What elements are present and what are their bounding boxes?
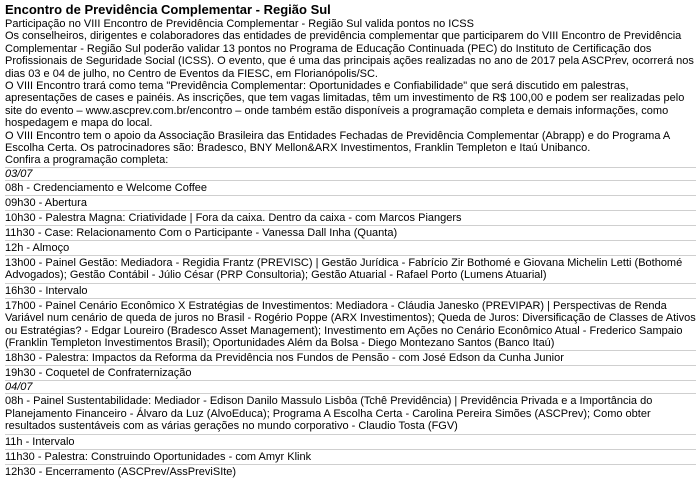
page-title: Encontro de Previdência Complementar - Região Sul (5, 2, 331, 17)
intro-paragraph-theme: O VIII Encontro trará como tema "Previdência Complementar: Oportunidades e Confiabilidade" que será discutido em palestras, apresentações de cases e painéis. As inscrições, que tem vagas limitadas, têm um investimento de R$ 100,00 e podem ser realizadas pelo site do evento – www.ascprev.com.br/encontro – onde também estão disponíveis a programação completa e demais informações, como hospedagem e mapa do local. (5, 80, 685, 130)
schedule-item: 12h - Almoço (5, 241, 70, 254)
intro-headline: Participação no VIII Encontro de Previdência Complementar - Região Sul valida pontos no ICSS (5, 18, 474, 30)
schedule-item: 08h - Painel Sustentabilidade: Mediador - Edison Danilo Massulo Lisbôa (Tchê Previdência) | Previdência Privada e a Importância do Planejamento Financeiro - Álvaro da Luz (AlvoEduca); Programa A Escolha Certa - Carolina Pereira Simões (ASCPrev); Como obter resultados sustentáveis com as várias gerações no mundo corporativo - Claudio Tosta (FGV) (5, 395, 653, 433)
schedule-item: 13h00 - Painel Gestão: Mediadora - Regidia Frantz (PREVISC) | Gestão Jurídica - Fabrício Zir Bothomé e Giovana Michelin Letti (Bothomé Advogados); Gestão Contábil - Júlio César (PRP Consultoria); Gestão Atuarial - Rafael Porto (Lumens Atuarial) (5, 256, 683, 282)
schedule-item: 17h00 - Painel Cenário Econômico X Estratégias de Investimentos: Mediadora - Cláudia Janesko (PREVIPAR) | Perspectivas de Renda Variável num cenário de queda de juros no Brasil - Rogério Poppe (ARX Investimentos); Queda de Juros: Diversificação de Classes de Ativos ou Estratégias? - Edgar Loureiro (Bradesco Asset Management); Investimento em Ações no Cenário Econômico Atual - Frederico Sampaio (Franklin Templeton Investimentos Brasil); Oportunidades Além da Bolsa - Diego Montezano Santos (Banco Itaú) (5, 299, 696, 349)
schedule-item: 11h - Intervalo (5, 435, 75, 448)
schedule-item: 12h30 - Encerramento (ASCPrev/AssPreviSIte) (5, 465, 237, 478)
schedule-item: 16h30 - Intervalo (5, 284, 88, 297)
schedule-item: 10h30 - Palestra Magna: Criatividade | Fora da caixa. Dentro da caixa - com Marcos Piangers (5, 211, 462, 224)
schedule-item: 09h30 - Abertura (5, 196, 87, 209)
schedule-intro: Confira a programação completa: (5, 154, 169, 167)
schedule-item: 11h30 - Palestra: Construindo Oportunidades - com Amyr Klink (5, 450, 312, 463)
intro-paragraph-sponsors: O VIII Encontro tem o apoio da Associação Brasileira das Entidades Fechadas de Previdência Complementar (Abrapp) e do Programa A Escolha Certa. Os patrocinadores são: Bradesco, BNY Mellon&ARX Investimentos, Franklin Templeton e Itaú Unibanco. (5, 129, 670, 155)
day-date: 04/07 (5, 381, 33, 394)
day-date: 03/07 (5, 167, 33, 180)
schedule-item: 08h - Credenciamento e Welcome Coffee (5, 181, 207, 194)
schedule-item: 19h30 - Coquetel de Confraternização (5, 367, 192, 380)
schedule-item: 18h30 - Palestra: Impactos da Reforma da Previdência nos Fundos de Pensão - com José Edson da Cunha Junior (5, 352, 564, 365)
intro-paragraph-validation: Os conselheiros, dirigentes e colaboradores das entidades de previdência complementar que participarem do VIII Encontro de Previdência Complementar - Região Sul poderão validar 13 pontos no Programa de Educação Continuada (PEC) do Instituto de Certificação dos Profissionais de Seguridade Social (ICSS). O evento, que é uma das principais ações realizadas no ano de 2017 pela ASCPrev, ocorrerá nos dias 03 e 04 de julho, no Centro de Eventos da FIESC, em Florianópolis/SC. (5, 30, 694, 80)
schedule-item: 11h30 - Case: Relacionamento Com o Participante - Vanessa Dall Inha (Quanta) (5, 226, 398, 239)
